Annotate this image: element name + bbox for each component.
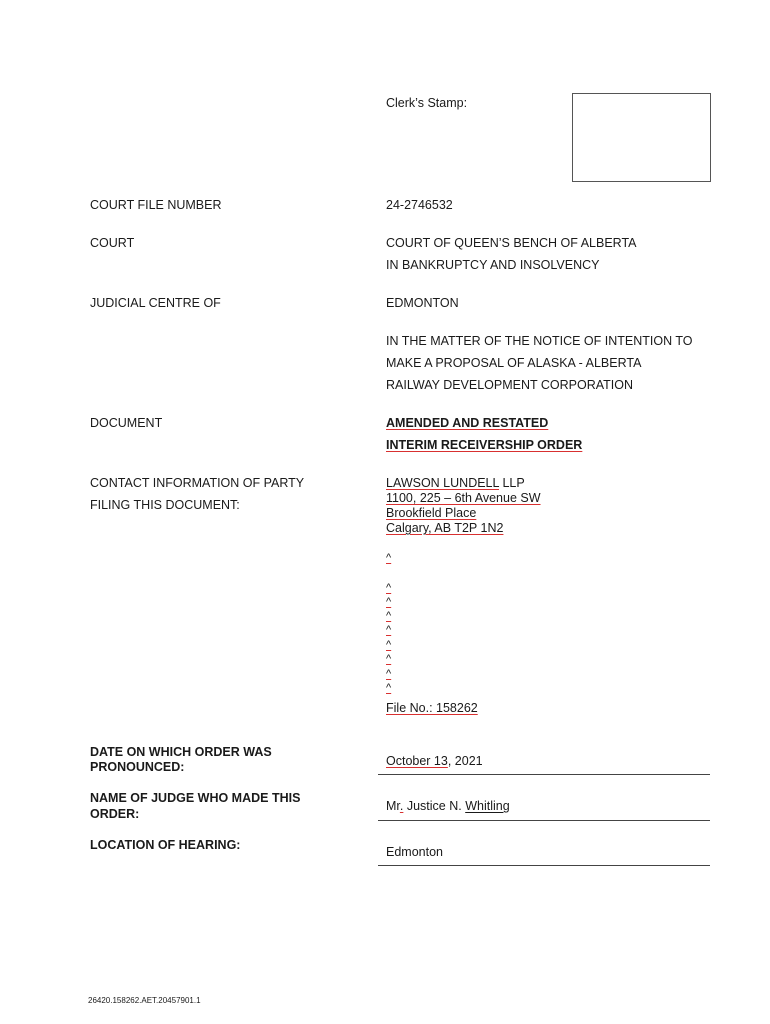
judicial-centre-label: JUDICIAL CENTRE OF — [90, 296, 221, 310]
date-month-day: October 13 — [386, 754, 448, 768]
date-year: , 2021 — [447, 754, 483, 768]
judicial-centre-value: EDMONTON — [386, 296, 459, 310]
judge-title-period: . — [399, 799, 404, 813]
date-pronounced-value — [386, 753, 483, 769]
insertion-caret: ^ — [386, 639, 392, 651]
judge-value — [386, 798, 510, 814]
matter-line2: MAKE A PROPOSAL OF ALASKA - ALBERTA — [386, 356, 642, 370]
contact-label-line2: FILING THIS DOCUMENT: — [90, 498, 240, 512]
insertion-caret: ^ — [386, 668, 392, 680]
judge-underline-rule — [378, 820, 710, 821]
date-pronounced-label-line2: PRONOUNCED: — [90, 760, 185, 774]
clerks-stamp-box — [572, 93, 711, 182]
footer-document-code: 26420.158262.AET.20457901.1 — [88, 996, 201, 1005]
judge-label-line2: ORDER: — [90, 807, 140, 821]
court-file-number-value: 24-2746532 — [386, 198, 453, 212]
court-label: COURT — [90, 236, 135, 250]
judge-title: Mr — [386, 799, 400, 813]
matter-line3: RAILWAY DEVELOPMENT CORPORATION — [386, 378, 634, 392]
insertion-caret: ^ — [386, 682, 392, 694]
clerks-stamp-label: Clerk’s Stamp: — [386, 96, 468, 110]
address-line3: Calgary, AB T2P 1N2 — [386, 521, 504, 535]
court-file-number-label: COURT FILE NUMBER — [90, 198, 222, 212]
matter-line1: IN THE MATTER OF THE NOTICE OF INTENTION TO — [386, 334, 693, 348]
document-title-line1: AMENDED AND RESTATED — [386, 416, 549, 430]
date-underline-rule — [378, 774, 710, 775]
contact-label-line1: CONTACT INFORMATION OF PARTY — [90, 476, 305, 490]
file-number — [386, 700, 478, 716]
document-label: DOCUMENT — [90, 416, 163, 430]
insertion-caret: ^ — [386, 653, 392, 665]
date-pronounced-label-line1: DATE ON WHICH ORDER WAS — [90, 745, 272, 759]
insertion-caret: ^ — [386, 552, 392, 564]
location-label: LOCATION OF HEARING: — [90, 838, 241, 852]
firm-name — [386, 475, 525, 491]
insertion-caret: ^ — [386, 582, 392, 594]
firm-name-main: LAWSON LUNDELL — [386, 476, 499, 490]
judge-name-part: Justice N. — [403, 799, 466, 813]
location-underline-rule — [378, 865, 710, 866]
insertion-caret: ^ — [386, 624, 392, 636]
court-value-line1: COURT OF QUEEN’S BENCH OF ALBERTA — [386, 236, 637, 250]
document-title-line2: INTERIM RECEIVERSHIP ORDER — [386, 438, 583, 452]
judge-surname: Whitling — [465, 799, 510, 813]
judge-label-line1: NAME OF JUDGE WHO MADE THIS — [90, 791, 301, 805]
insertion-caret: ^ — [386, 596, 392, 608]
insertion-caret: ^ — [386, 610, 392, 622]
file-number-label: File No.: — [386, 701, 437, 715]
firm-name-suffix: LLP — [499, 476, 525, 490]
address-line1: 1100, 225 – 6th Avenue SW — [386, 491, 541, 505]
file-number-value: 158262 — [436, 701, 478, 715]
location-value: Edmonton — [386, 845, 443, 859]
court-value-line2: IN BANKRUPTCY AND INSOLVENCY — [386, 258, 600, 272]
address-line2: Brookfield Place — [386, 506, 477, 520]
